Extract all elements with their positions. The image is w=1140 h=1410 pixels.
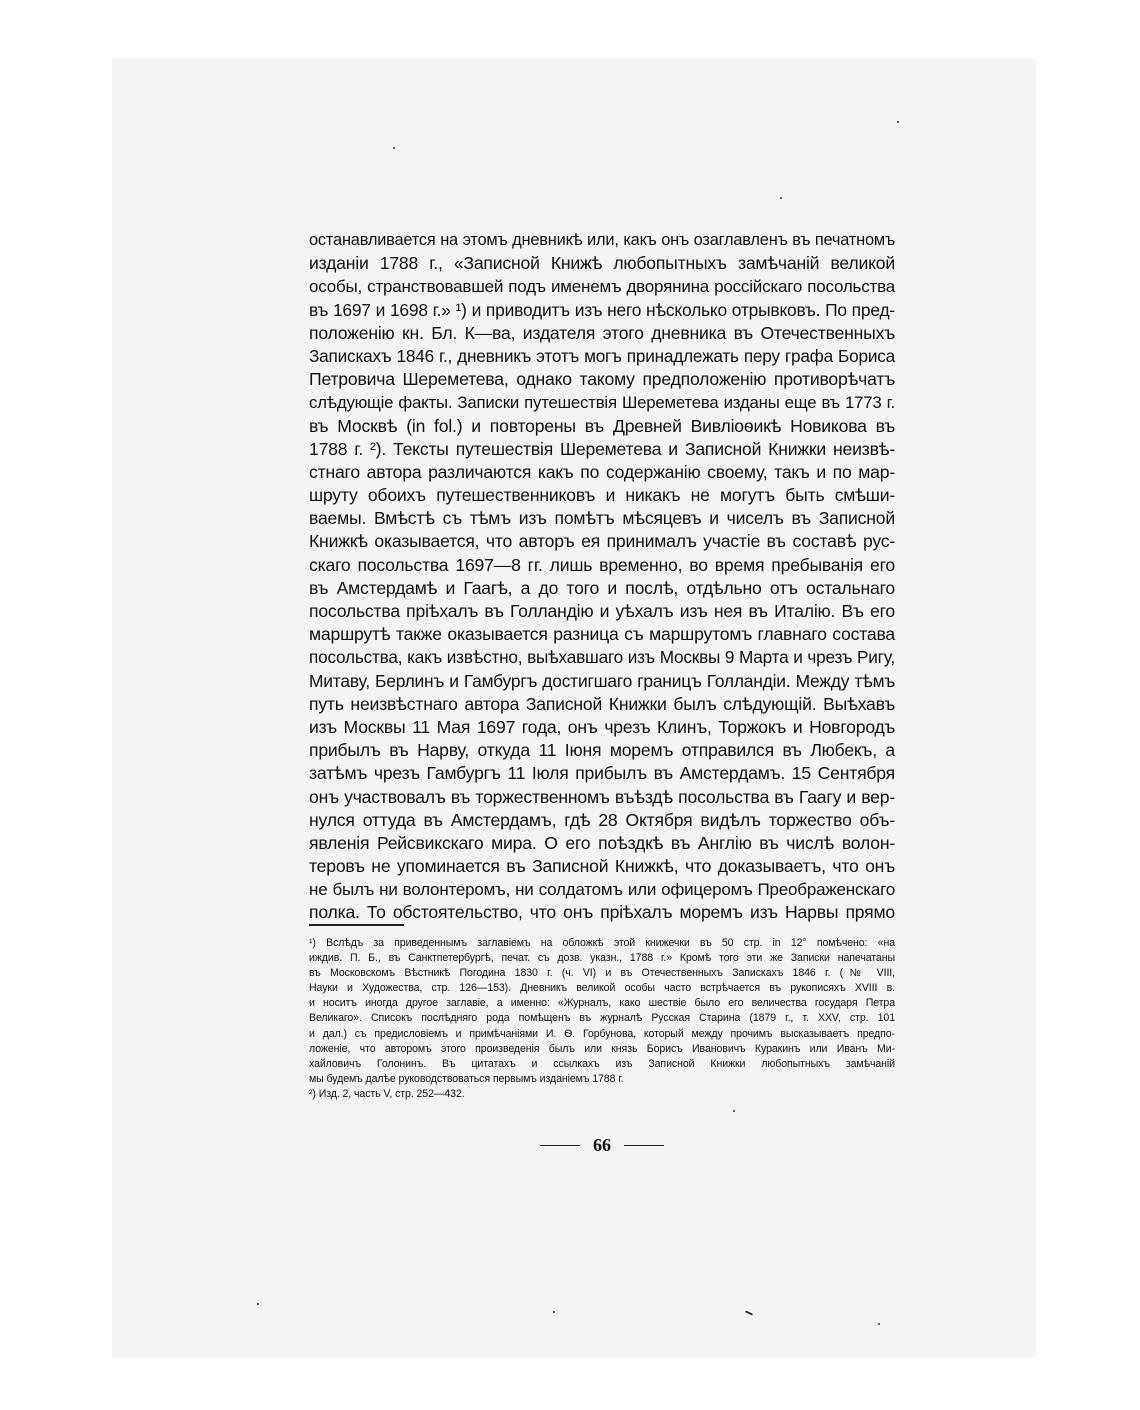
text-line: путь неизвѣстнаго автора Записной Книжки былъ слѣдующій. Выѣхавъ [309, 693, 895, 714]
text-line: онъ участвовалъ въ торжественномъ въѣздѣ посольства въ Гаагу и вер- [309, 786, 895, 807]
text-line: стнаго автора различаются какъ по содержанію своему, такъ и по мар- [309, 461, 895, 482]
footnote-line: Великаго». Списокъ послѣдняго рода помѣщенъ въ журналѣ Русская Старина (1879 г., т. XXV, стр. 101 [309, 1012, 895, 1025]
footnote-line: ¹) Вслѣдъ за приведеннымъ заглавіемъ на обложкѣ этой книжечки въ 50 стр. in 12° помѣчено: «на [309, 937, 895, 949]
footnote-line: Науки и Художества, стр. 126—153). Дневникъ великой особы часто встрѣчается въ рукописяхъ XVIII в. [309, 982, 895, 995]
scan-speck [878, 1323, 880, 1325]
footnote-line: ложеніе, что авторомъ этого произведенія былъ или князь Борисъ Ивановичъ Куракинъ или Иванъ Ми- [309, 1042, 895, 1055]
text-line: Книжкѣ оказывается, что авторъ ея принималъ участіе въ составѣ рус- [309, 531, 895, 552]
page-number-text: 66 [593, 1134, 611, 1155]
footnote-line: иждив. П. Б., въ Санктпетербургѣ, печат. съ дозв. указн., 1788 г.» Кромѣ того эти же Записки напечатаны [309, 952, 895, 965]
text-line: 1788 г. ²). Тексты путешествія Шереметева и Записной Книжки неизвѣ- [309, 438, 895, 459]
text-line: останавливается на этомъ дневникѣ или, какъ онъ озаглавленъ въ печатномъ [309, 231, 895, 249]
text-line: особы, странствовавшей подъ именемъ дворянина россійскаго посольства [309, 277, 895, 297]
text-line: не былъ ни волонтеромъ, ни солдатомъ или офицеромъ Преображенскаго [309, 880, 895, 900]
footnote-separator [309, 924, 404, 926]
footnote-line: и дал.) съ предисловіемъ и примѣчаніями И. Ѳ. Горбунова, который между прочимъ высказываетъ предпо- [309, 1027, 895, 1040]
text-line: прибылъ въ Нарву, откуда 11 Іюня моремъ отправился въ Любекъ, а [309, 740, 895, 761]
folio-dash-right [624, 1145, 664, 1146]
text-line: въ 1697 и 1698 г.» ¹) и приводитъ изъ него нѣсколько отрывковъ. По пред- [309, 299, 895, 320]
text-line: скаго посольства 1697—8 гг. лишь временно, во время пребыванія его [309, 554, 895, 575]
scan-speck [393, 147, 395, 149]
text-line: затѣмъ чрезъ Гамбургъ 11 Іюля прибылъ въ Амстердамъ. 15 Сентября [309, 763, 895, 784]
text-line: теровъ не упоминается въ Записной Книжкѣ, что доказываетъ, что онъ [309, 856, 895, 877]
text-line: шруту обоихъ путешественниковъ и никакъ не могутъ быть смѣши- [309, 485, 895, 506]
text-line: положенію кн. Бл. К—ва, издателя этого дневника въ Отечественныхъ [309, 322, 895, 343]
scan-speck [733, 1110, 735, 1112]
footnotes [309, 936, 895, 1102]
text-line: Митаву, Берлинъ и Гамбургъ достигшаго границъ Голландіи. Между тѣмъ [309, 670, 895, 691]
text-line: въ Амстердамѣ и Гаагѣ, а до того и послѣ, отдѣльно отъ остальнаго [309, 577, 895, 598]
folio-dash-left [540, 1145, 580, 1146]
footnote-line: мы будемъ далѣе руководствоваться первымъ изданіемъ 1788 г. [309, 1072, 624, 1085]
text-line: Запискахъ 1846 г., дневникъ этотъ могъ принадлежать перу графа Бориса [309, 345, 895, 366]
text-line: изъ Москвы 11 Мая 1697 года, онъ чрезъ Клинъ, Торжокъ и Новгородъ [309, 716, 895, 737]
text-line: изданіи 1788 г., «Записной Книжѣ любопытныхъ замѣчаній великой [309, 253, 895, 274]
main-text [309, 229, 895, 925]
text-line: нулся оттуда въ Амстердамъ, гдѣ 28 Октября видѣлъ торжество объ- [309, 809, 895, 830]
text-line: посольства пріѣхалъ въ Голландію и уѣхалъ изъ нея въ Италію. Въ его [309, 601, 895, 621]
scan-speck [897, 121, 899, 123]
text-line: ваемы. Вмѣстѣ съ тѣмъ изъ помѣтъ мѣсяцевъ и чиселъ въ Записной [309, 508, 895, 529]
scan-speck [257, 1303, 259, 1305]
page-number [540, 1132, 664, 1158]
footnote-line: въ Московскомъ Вѣстникѣ Погодина 1830 г. (ч. VI) и въ Отечественныхъ Запискахъ 1846 г. (№ VIII, [309, 967, 895, 980]
text-line: слѣдующіе факты. Записки путешествія Шереметева изданы еще въ 1773 г. [309, 393, 895, 413]
text-line: Петровича Шереметева, однако такому предположенію противорѣчатъ [309, 369, 895, 390]
footnote-line: и носитъ иногда другое заглавіе, а именно: «Журналъ, како шествіе было его величества государя Петра [309, 997, 895, 1010]
text-line: посольства, какъ извѣстно, выѣхавшаго изъ Москвы 9 Марта и чрезъ Ригу, [309, 647, 895, 668]
footnote-line: хайловичъ Голонинъ. Въ цитатахъ и ссылкахъ изъ Записной Книжки любопытныхъ замѣчаній [309, 1057, 895, 1070]
text-line: въ Москвѣ (in fol.) и повторены въ Древней Вивліоѳикѣ Новикова въ [309, 415, 895, 436]
footnote-line: ²) Изд. 2, часть V, стр. 252—432. [309, 1087, 465, 1100]
scan-speck [553, 1311, 555, 1313]
text-line: маршрутѣ также оказывается разница съ маршрутомъ главнаго состава [309, 624, 895, 645]
text-line: явленія Рейсвикскаго мира. О его поѣздкѣ въ Англію въ числѣ волон- [309, 832, 895, 853]
scan-speck [780, 197, 782, 199]
text-line: полка. То обстоятельство, что онъ пріѣхалъ моремъ изъ Нарвы прямо [309, 902, 895, 923]
